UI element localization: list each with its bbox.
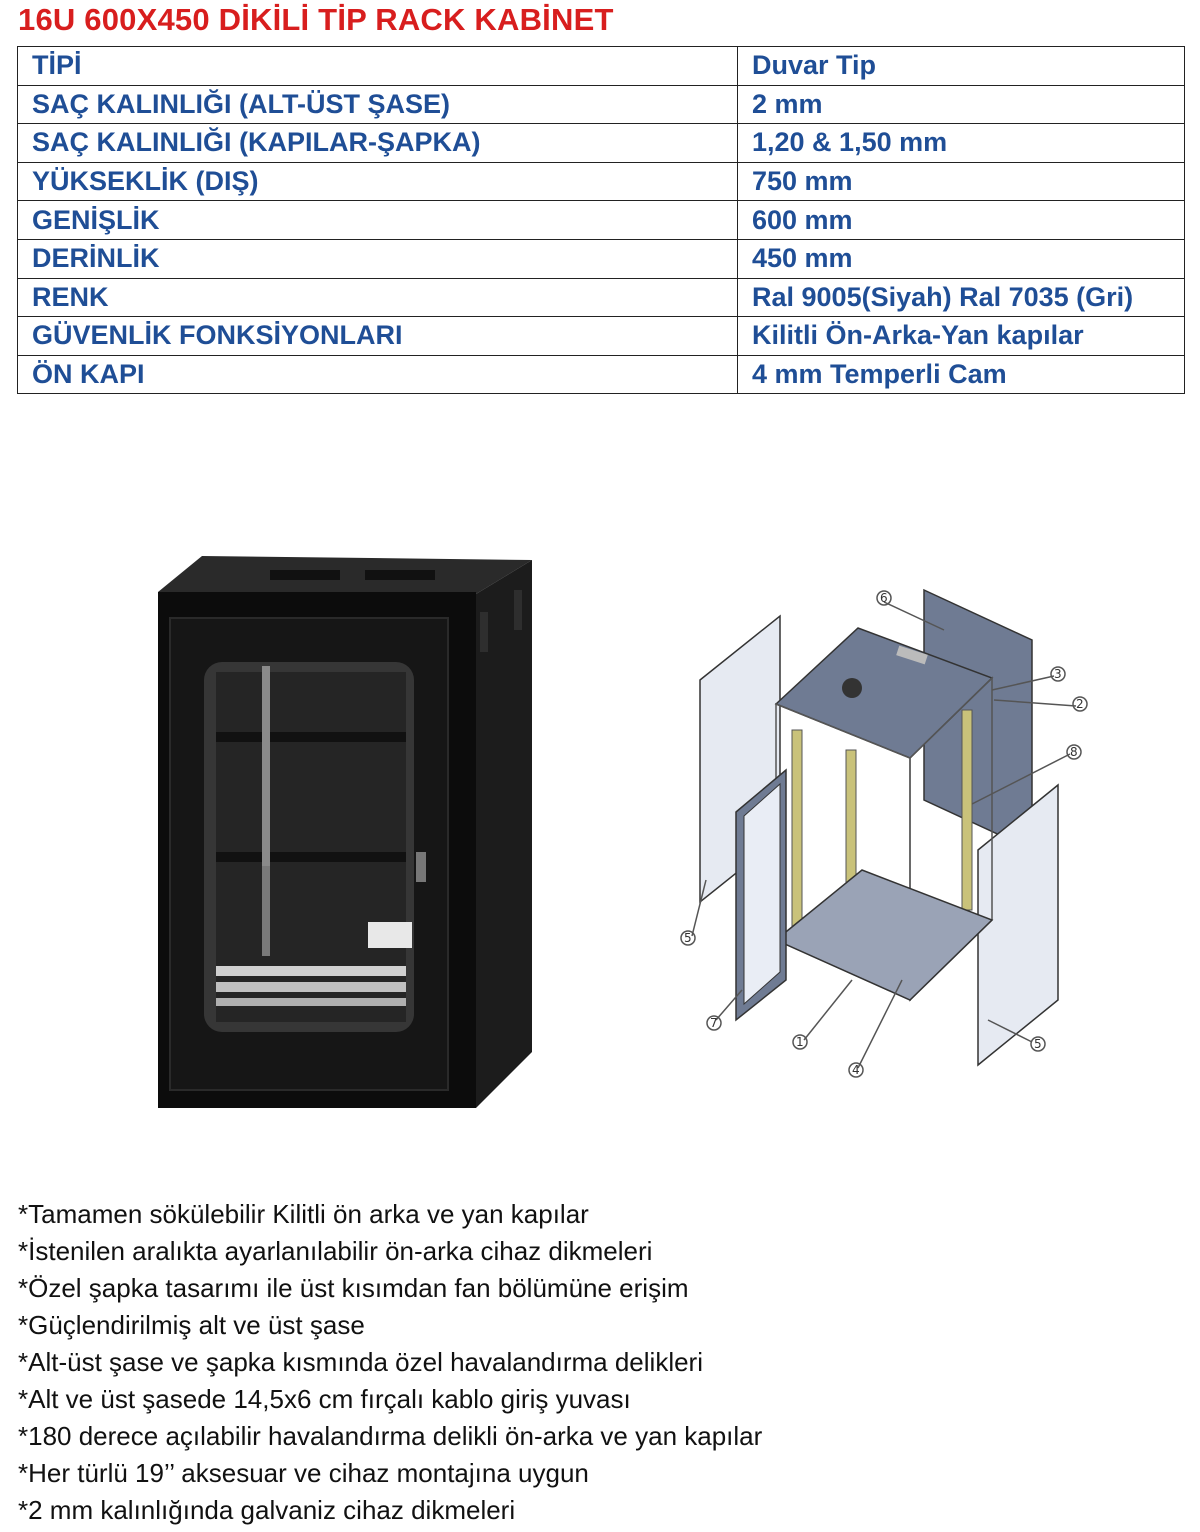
table-row <box>18 317 1185 356</box>
list-item: *180 derece açılabilir havalandırma delikli ön-arka ve yan kapılar <box>18 1421 763 1451</box>
spec-value: Ral 9005(Siyah) Ral 7035 (Gri) <box>738 278 1185 317</box>
spec-label: YÜKSEKLİK (DIŞ) <box>18 162 738 201</box>
page-title: 16U 600X450 DİKİLİ TİP RACK KABİNET <box>18 2 614 37</box>
diagram-label: 1 <box>796 1035 804 1049</box>
spec-value: 600 mm <box>738 201 1185 240</box>
spec-label: SAÇ KALINLIĞI (KAPILAR-ŞAPKA) <box>18 124 738 163</box>
list-item: *Özel şapka tasarımı ile üst kısımdan fan bölümüne erişim <box>18 1273 689 1303</box>
diagram-label: 6 <box>880 591 888 605</box>
spec-value: 450 mm <box>738 239 1185 278</box>
diagram-label: 2 <box>1076 697 1084 711</box>
spec-value: Duvar Tip <box>738 47 1185 86</box>
spec-value: Kilitli Ön-Arka-Yan kapılar <box>738 317 1185 356</box>
list-item: *Tamamen sökülebilir Kilitli ön arka ve yan kapılar <box>18 1199 589 1229</box>
list-item: *Alt-üst şase ve şapka kısmında özel havalandırma delikleri <box>18 1347 703 1377</box>
spec-label: ÖN KAPI <box>18 355 738 394</box>
exploded-diagram <box>672 580 1092 1080</box>
table-row <box>18 201 1185 240</box>
spec-value: 4 mm Temperli Cam <box>738 355 1185 394</box>
table-row <box>18 124 1185 163</box>
spec-table <box>17 46 1185 394</box>
diagram-label: 5 <box>1034 1037 1042 1051</box>
spec-label: TİPİ <box>18 47 738 86</box>
spec-value: 1,20 & 1,50 mm <box>738 124 1185 163</box>
diagram-label: 3 <box>1054 667 1062 681</box>
cabinet-photo <box>150 552 540 1112</box>
list-item: *İstenilen aralıkta ayarlanılabilir ön-arka cihaz dikmeleri <box>18 1236 653 1266</box>
feature-list <box>18 1196 762 1529</box>
table-row <box>18 355 1185 394</box>
spec-label: RENK <box>18 278 738 317</box>
spec-label: SAÇ KALINLIĞI (ALT-ÜST ŞASE) <box>18 85 738 124</box>
list-item: *Her türlü 19’’ aksesuar ve cihaz montajına uygun <box>18 1458 589 1488</box>
list-item: *Alt ve üst şasede 14,5x6 cm fırçalı kablo giriş yuvası <box>18 1384 631 1414</box>
spec-value: 750 mm <box>738 162 1185 201</box>
table-row <box>18 278 1185 317</box>
spec-label: GÜVENLİK FONKSİYONLARI <box>18 317 738 356</box>
spec-label: DERİNLİK <box>18 239 738 278</box>
spec-value: 2 mm <box>738 85 1185 124</box>
diagram-label: 8 <box>1070 745 1078 759</box>
table-row <box>18 85 1185 124</box>
spec-label: GENİŞLİK <box>18 201 738 240</box>
diagram-label: 7 <box>710 1016 718 1030</box>
list-item: *2 mm kalınlığında galvaniz cihaz dikmeleri <box>18 1495 516 1525</box>
list-item: *Güçlendirilmiş alt ve üst şase <box>18 1310 365 1340</box>
table-row <box>18 47 1185 86</box>
table-row <box>18 162 1185 201</box>
diagram-label: 5 <box>684 931 692 945</box>
diagram-label: 4 <box>852 1063 860 1077</box>
table-row <box>18 239 1185 278</box>
